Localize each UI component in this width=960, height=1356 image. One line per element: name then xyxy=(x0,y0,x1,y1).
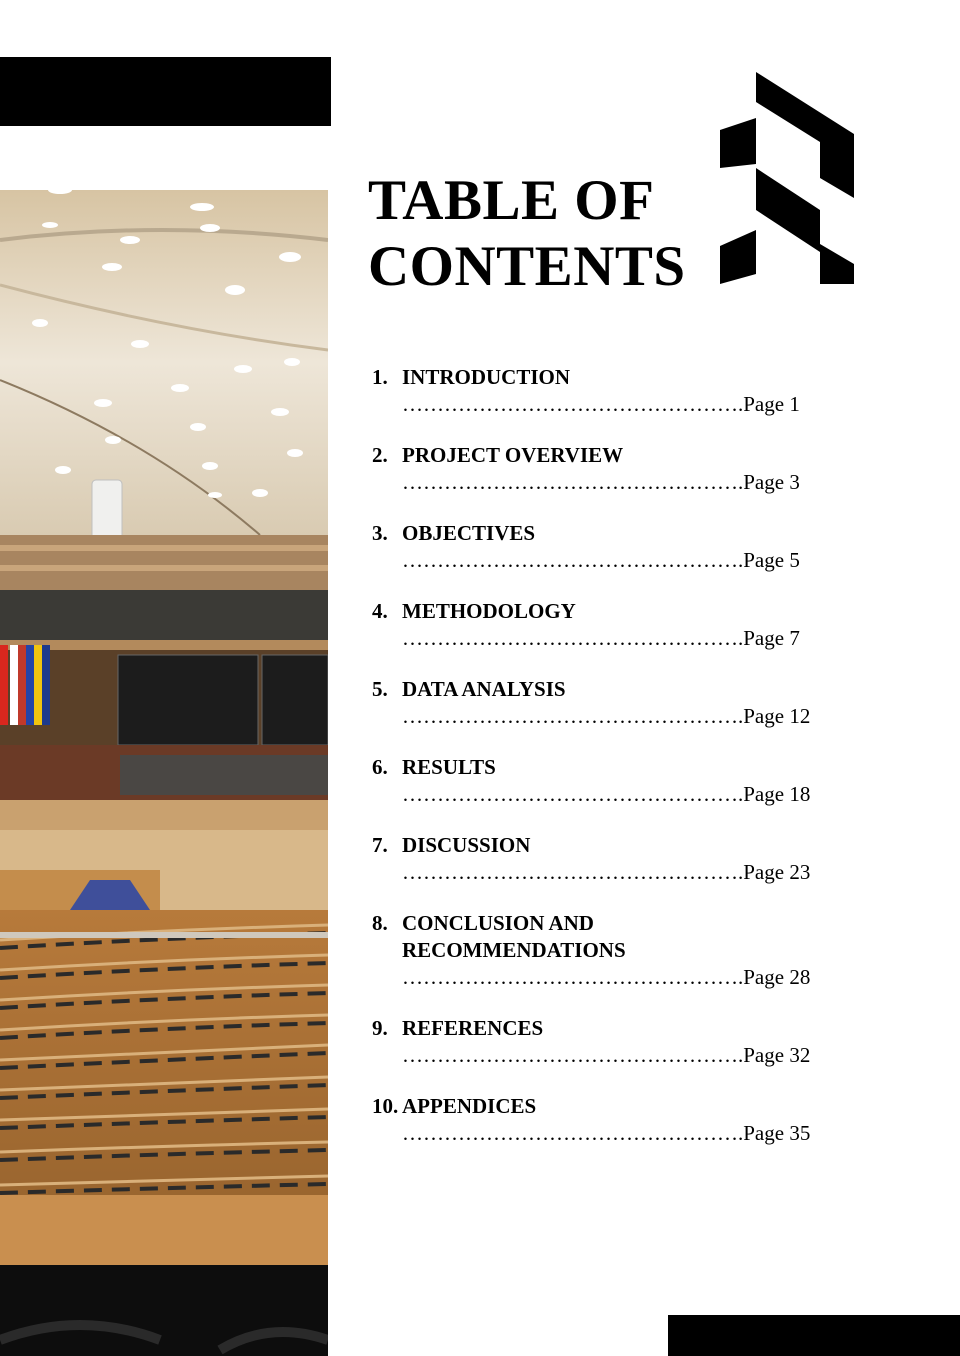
table-of-contents xyxy=(372,364,852,1171)
toc-item-project-overview[interactable] xyxy=(372,442,852,495)
toc-item-introduction[interactable] xyxy=(372,364,852,417)
toc-item-appendices[interactable] xyxy=(372,1093,852,1146)
toc-item-conclusion[interactable] xyxy=(372,910,852,990)
toc-leader-line xyxy=(402,781,852,807)
toc-page: Page 5 xyxy=(743,548,800,572)
toc-number: 6. xyxy=(372,755,388,779)
toc-leader: …………………………………………. xyxy=(402,392,744,416)
toc-leader: …………………………………………. xyxy=(402,782,744,806)
title-line-2: CONTENTS xyxy=(368,235,686,298)
toc-leader: …………………………………………. xyxy=(402,548,744,572)
toc-label: REFERENCES xyxy=(402,1016,544,1040)
page-title xyxy=(368,168,686,300)
toc-number: 8. xyxy=(372,911,388,935)
toc-label: CONCLUSION AND RECOMMENDATIONS xyxy=(402,911,626,962)
toc-page: Page 3 xyxy=(743,470,800,494)
toc-label: METHODOLOGY xyxy=(402,599,576,623)
toc-label: PROJECT OVERVIEW xyxy=(402,443,624,467)
toc-item-results[interactable] xyxy=(372,754,852,807)
toc-leader-line xyxy=(402,469,852,495)
toc-item-methodology[interactable] xyxy=(372,598,852,651)
toc-number: 1. xyxy=(372,365,388,389)
top-black-bar xyxy=(0,57,331,126)
toc-label: DATA ANALYSIS xyxy=(402,677,566,701)
toc-item-discussion[interactable] xyxy=(372,832,852,885)
toc-label: APPENDICES xyxy=(402,1094,537,1118)
toc-leader-line xyxy=(402,1120,852,1146)
toc-leader: …………………………………………. xyxy=(402,626,744,650)
toc-leader: …………………………………………. xyxy=(402,965,744,989)
toc-label: RESULTS xyxy=(402,755,496,779)
toc-leader-line xyxy=(402,703,852,729)
toc-leader: …………………………………………. xyxy=(402,1043,744,1067)
toc-label: DISCUSSION xyxy=(402,833,531,857)
toc-leader-line xyxy=(402,391,852,417)
toc-page: Page 18 xyxy=(743,782,811,806)
toc-page: Page 32 xyxy=(743,1043,811,1067)
toc-number: 7. xyxy=(372,833,388,857)
toc-number: 2. xyxy=(372,443,388,467)
toc-leader: …………………………………………. xyxy=(402,470,744,494)
toc-page: Page 23 xyxy=(743,860,811,884)
toc-leader-line xyxy=(402,625,852,651)
title-line-1: TABLE OF xyxy=(368,169,655,232)
toc-label: OBJECTIVES xyxy=(402,521,536,545)
toc-number: 9. xyxy=(372,1016,388,1040)
toc-page: Page 1 xyxy=(743,392,800,416)
toc-number: 10. xyxy=(372,1094,399,1118)
toc-label: INTRODUCTION xyxy=(402,365,571,389)
toc-leader: …………………………………………. xyxy=(402,704,744,728)
toc-leader: …………………………………………. xyxy=(402,860,744,884)
toc-item-references[interactable] xyxy=(372,1015,852,1068)
toc-page: Page 7 xyxy=(743,626,800,650)
brand-logo-icon xyxy=(716,72,856,288)
toc-number: 4. xyxy=(372,599,388,623)
toc-leader-line xyxy=(402,547,852,573)
toc-item-data-analysis[interactable] xyxy=(372,676,852,729)
toc-leader-line xyxy=(402,964,852,990)
toc-item-objectives[interactable] xyxy=(372,520,852,573)
toc-leader: …………………………………………. xyxy=(402,1121,744,1145)
parliament-hall-photo xyxy=(0,190,328,1356)
toc-page: Page 12 xyxy=(743,704,811,728)
toc-number: 3. xyxy=(372,521,388,545)
bottom-black-bar xyxy=(668,1315,960,1356)
toc-leader-line xyxy=(402,859,852,885)
toc-page: Page 35 xyxy=(743,1121,811,1145)
toc-number: 5. xyxy=(372,677,388,701)
toc-page: Page 28 xyxy=(743,965,811,989)
toc-leader-line xyxy=(402,1042,852,1068)
